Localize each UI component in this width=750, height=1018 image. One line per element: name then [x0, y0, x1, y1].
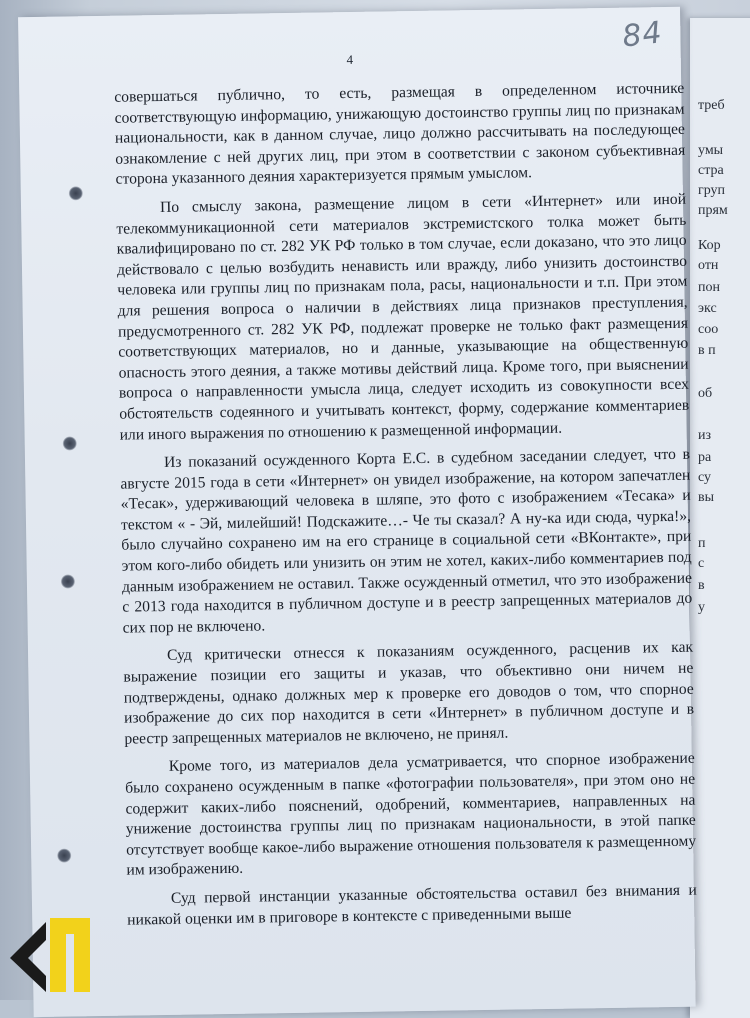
- logo-yellow-shape: [50, 918, 90, 992]
- punch-hole: [69, 186, 83, 200]
- paragraph: Из показаний осужденного Корта Е.С. в судебном заседании следует, что в августе 2015 года в сети «Интернет» он увидел изображение, на котором запечатлен «Тесак», удерживающий человека в шляпе, это фото с изображением «Тесака» и текстом « - Эй, милейший! Подскажите…- Че ты сказал? А ну-ка иди сюда, чурка!», было случайно сохранено им на его странице в социальной сети «ВКонтакте», при этом кого-либо обидеть или унизить он этим не хотел, каких-либо комментариев под данным изображением не оставил. Также осужденный отметил, что это изображение с 2013 года находится в публичном доступе и в реестр запрещенных материалов до сих пор не включено.: [120, 445, 693, 637]
- paragraph: Суд первой инстанции указанные обстоятельства оставил без внимания и никакой оценки им в приговоре в контексте с приведенными выше: [127, 881, 697, 929]
- paragraph: По смыслу закона, размещение лицом в сети «Интернет» или иной телекоммуникационной сети материалов экстремистского толка может быть квалифицировано по ст. 282 УК РФ только в том случае, если доказано, что это лицо действовало с целью возбудить ненависть или вражду, либо унизить достоинство человека или группы лиц по признакам пола, расы, национальности и т.п. При этом для решения вопроса о наличии в действиях лица признаков преступления, предусмотренного ст. 282 УК РФ, подлежат проверке не только факт размещения соответствующих материалов, но и данные, указывающие на общественную опасность этого деяния, а также мотивы действий лица. Кроме того, при выяснении вопроса о направленности умысла лица, следует исходить из совокупности всех обстоятельств содеянного и учитывать контекст, форму, содержание комментариев или иного выражения по отношению к размещенной информации.: [116, 190, 690, 444]
- next-page-fragment: в п: [698, 343, 716, 358]
- next-page-fragment: соо: [698, 322, 719, 337]
- next-page-fragment: с: [698, 556, 705, 571]
- document-body: [114, 79, 697, 939]
- next-page-fragment: груп: [698, 183, 726, 198]
- next-page-fragment: у: [698, 600, 705, 615]
- page-number: 4: [346, 51, 354, 68]
- handwritten-sheet-number: 84: [620, 15, 665, 55]
- next-page-fragment: Кор: [698, 238, 721, 253]
- next-page-fragment: п: [698, 536, 706, 551]
- next-page-fragment: вы: [698, 490, 715, 505]
- paragraph: совершаться публично, то есть, размещая в определенном источнике соответствующую информацию, унижающую достоинство группы лиц по признакам национальности, как в данном случае, лицо должно рассчитывать на последующее ознакомление с ней других лиц, при этом в соответствии с законом субъективная сторона указанного деяния характеризуется прямым умыслом.: [114, 79, 686, 189]
- next-page-fragment: отн: [698, 258, 719, 273]
- next-page-fragment: треб: [698, 98, 725, 113]
- punch-hole: [61, 574, 75, 588]
- next-page-fragment: стра: [698, 163, 724, 178]
- punch-hole: [63, 436, 77, 450]
- next-page-fragment: экс: [698, 301, 717, 316]
- next-page-fragment: ра: [698, 450, 712, 465]
- next-page-fragment: су: [698, 470, 712, 485]
- paragraph: Кроме того, из материалов дела усматривается, что спорное изображение было сохранено осужденным в папке «фотографии пользователя», при этом оно не содержит каких-либо пояснений, одобрений, комментариев, направленных на унижение достоинства группы лиц по признакам национальности, в этой папке отсутствует вообще какое-либо выражение отношения пользователя к размещенному им изображению.: [125, 750, 697, 879]
- logo-dark-shape: [10, 922, 46, 992]
- next-page-fragment: прям: [698, 203, 728, 218]
- next-page-fragment: об: [698, 386, 713, 401]
- next-page-fragment: из: [698, 428, 712, 443]
- document-page: [18, 7, 696, 1017]
- punch-hole: [57, 848, 71, 862]
- next-page-edge: [690, 18, 750, 1018]
- next-page-fragment: в: [698, 578, 705, 593]
- brand-logo: [10, 918, 90, 992]
- paragraph: Суд критически отнесся к показаниям осужденного, расценив их как выражение позиции его защиты и указав, что объективно они ничем не подтверждены, однако должных мер к проверке его доводов о том, что спорное изображение до сих пор находится в сети «Интернет» в публичном доступе и в реестр запрещенных материалов не включено, не принял.: [123, 639, 695, 748]
- next-page-fragment: умы: [698, 143, 724, 158]
- next-page-fragment: пон: [698, 280, 720, 295]
